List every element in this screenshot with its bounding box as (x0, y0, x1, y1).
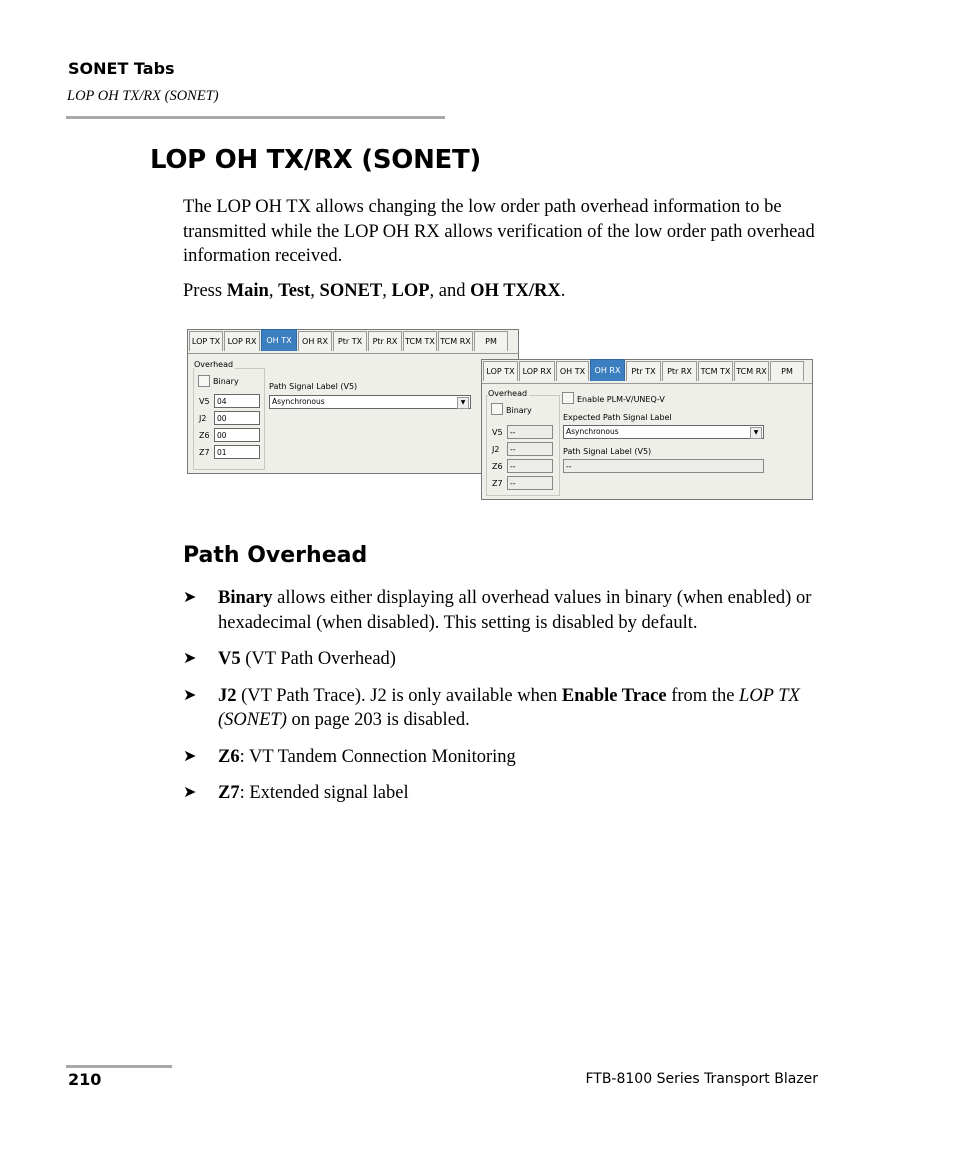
rx-tab-lop-tx[interactable]: LOP TX (483, 361, 518, 381)
rx-expected-psl-value: Asynchronous (566, 427, 619, 436)
bullet-term: J2 (218, 685, 237, 706)
bullet-text: allows either displaying all overhead values in binary (when enabled) or hexadecimal (when disabled). This setting is disabled by default. (218, 588, 812, 633)
list-item (183, 647, 823, 672)
page-number: 210 (68, 1070, 102, 1089)
rx-z7-label: Z7 (492, 479, 503, 488)
tx-z7-field[interactable]: 01 (214, 445, 260, 459)
tx-tab-oh-tx[interactable]: OH TX (261, 329, 297, 351)
bullet-text: : Extended signal label (239, 783, 409, 803)
tx-j2-label: J2 (199, 414, 207, 423)
tx-tab-ptr-tx[interactable]: Ptr TX (333, 331, 367, 351)
list-item (183, 684, 823, 733)
rx-enable-plm-checkbox[interactable] (562, 392, 574, 404)
rx-z6-field: -- (507, 459, 553, 473)
rx-overhead-title: Overhead (488, 389, 528, 398)
arrow-bullet-icon: ➤ (183, 686, 197, 704)
tx-j2-field[interactable]: 00 (214, 411, 260, 425)
chevron-down-icon[interactable]: ▼ (457, 397, 469, 409)
rx-v5-field: -- (507, 425, 553, 439)
tx-tab-ptr-rx[interactable]: Ptr RX (368, 331, 402, 351)
tx-tab-oh-rx[interactable]: OH RX (298, 331, 332, 351)
list-item (183, 781, 823, 806)
tx-tab-tcm-rx[interactable]: TCM RX (438, 331, 473, 351)
bullet-term: Binary (218, 588, 273, 608)
bullet-term: Z7 (218, 783, 240, 803)
oh-rx-body (482, 383, 812, 499)
rx-enable-plm-label: Enable PLM-V/UNEQ-V (577, 395, 665, 404)
running-header-subsection: LOP OH TX/RX (SONET) (67, 88, 219, 104)
tx-psl-select[interactable] (269, 395, 471, 409)
tx-overhead-title: Overhead (194, 360, 234, 369)
rx-tab-tcm-tx[interactable]: TCM TX (698, 361, 733, 381)
bullet-term-enable-trace: Enable Trace (561, 685, 667, 706)
running-header-section: SONET Tabs (68, 59, 175, 78)
rx-tab-oh-rx[interactable]: OH RX (590, 359, 625, 381)
tx-tab-lop-tx[interactable]: LOP TX (189, 331, 223, 351)
bullet-list (183, 586, 823, 818)
oh-rx-tab-bar (483, 361, 805, 383)
tx-tab-pm[interactable]: PM (474, 331, 508, 351)
rx-tab-tcm-rx[interactable]: TCM RX (734, 361, 769, 381)
arrow-bullet-icon: ➤ (183, 747, 197, 765)
rx-z6-label: Z6 (492, 462, 503, 471)
list-item (183, 586, 823, 635)
arrow-bullet-icon: ➤ (183, 784, 197, 801)
tx-v5-label: V5 (199, 397, 210, 406)
section-heading: Path Overhead (183, 543, 368, 568)
bullet-text: (VT Path Overhead) (240, 649, 396, 669)
tx-psl-label: Path Signal Label (V5) (269, 382, 358, 391)
rx-v5-label: V5 (492, 428, 503, 437)
tx-tab-lop-rx[interactable]: LOP RX (224, 331, 260, 351)
rx-tab-oh-tx[interactable]: OH TX (556, 361, 589, 381)
rx-binary-checkbox[interactable] (491, 403, 503, 415)
press-prefix: Press (183, 281, 227, 301)
bullet-text: on page 203 is disabled. (286, 710, 470, 730)
oh-tx-tab-bar (189, 331, 509, 353)
rx-expected-psl-label: Expected Path Signal Label (563, 413, 672, 422)
bullet-term: Z6 (218, 746, 240, 767)
footer-rule (66, 1065, 172, 1068)
rx-tab-ptr-tx[interactable]: Ptr TX (626, 361, 661, 381)
tx-binary-label: Binary (213, 377, 239, 386)
cross-reference-link[interactable]: LOP TX (SONET) (218, 685, 800, 730)
rx-psl-label: Path Signal Label (V5) (563, 447, 652, 456)
header-rule (66, 116, 445, 119)
press-sonet: SONET (319, 281, 383, 301)
tx-binary-checkbox[interactable] (198, 375, 210, 387)
press-ohtxrx: OH TX/RX (470, 281, 561, 301)
oh-rx-screenshot (481, 359, 813, 500)
press-main: Main (226, 281, 269, 301)
arrow-bullet-icon: ➤ (183, 650, 197, 667)
tx-z6-field[interactable]: 00 (214, 428, 260, 442)
oh-tx-screenshot (187, 329, 519, 474)
press-end: . (560, 281, 566, 301)
rx-j2-field: -- (507, 442, 553, 456)
rx-tab-ptr-rx[interactable]: Ptr RX (662, 361, 697, 381)
rx-expected-psl-select[interactable] (563, 425, 764, 439)
press-test: Test (278, 281, 311, 301)
rx-tab-pm[interactable]: PM (770, 361, 804, 381)
oh-tx-body (188, 353, 518, 473)
tx-v5-field[interactable]: 04 (214, 394, 260, 408)
bullet-text: (VT Path Trace). J2 is only available when (236, 685, 562, 706)
bullet-text: : VT Tandem Connection Monitoring (239, 746, 516, 767)
bullet-text: from the (666, 685, 740, 706)
footer-product-title: FTB-8100 Series Transport Blazer (585, 1071, 818, 1087)
rx-tab-lop-rx[interactable]: LOP RX (519, 361, 555, 381)
arrow-bullet-icon: ➤ (183, 589, 197, 606)
page-title: LOP OH TX/RX (SONET) (150, 145, 482, 175)
rx-z7-field: -- (507, 476, 553, 490)
chevron-down-icon[interactable]: ▼ (750, 427, 762, 439)
tx-z7-label: Z7 (199, 448, 210, 457)
tx-z6-label: Z6 (199, 431, 210, 440)
rx-binary-label: Binary (506, 406, 532, 415)
intro-paragraph: The LOP OH TX allows changing the low order path overhead information to be transmitted while the LOP OH RX allows verification of the low order path overhead information received. (183, 197, 815, 266)
press-and: , and (429, 281, 471, 301)
list-item (183, 745, 823, 770)
tx-psl-value: Asynchronous (272, 397, 325, 406)
press-instruction: Press Main, Test, SONET, LOP, and OH TX/RX. (183, 281, 566, 301)
rx-psl-field: -- (563, 459, 764, 473)
press-lop: LOP (391, 281, 430, 301)
tx-tab-tcm-tx[interactable]: TCM TX (403, 331, 437, 351)
bullet-term: V5 (218, 649, 241, 669)
rx-j2-label: J2 (492, 445, 500, 454)
